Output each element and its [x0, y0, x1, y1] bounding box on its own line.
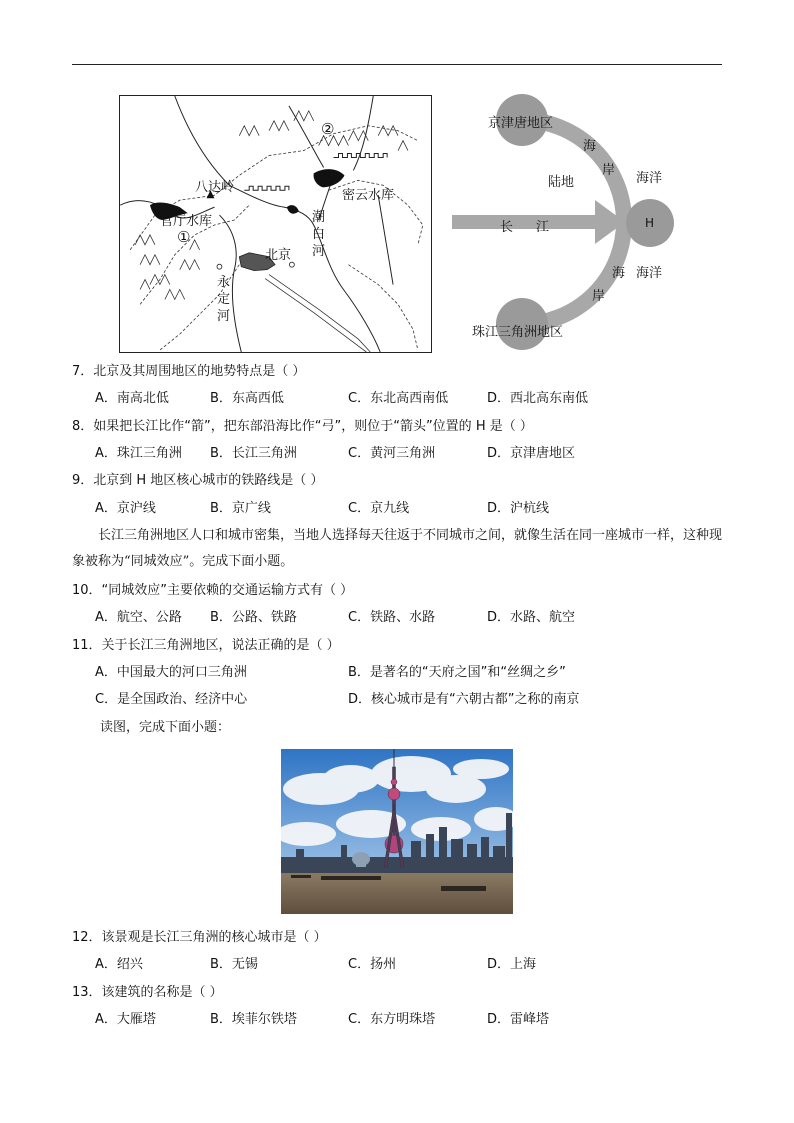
label-yongding-river-3: 河: [217, 309, 231, 324]
question-8: 8．如果把长江比作“箭”，把东部沿海比作“弓”，则位于“箭头”位置的 H 是（ ）: [72, 419, 533, 434]
label-land: 陆地: [548, 175, 575, 190]
q8-option-d[interactable]: D．京津唐地区: [487, 446, 576, 461]
label-coast-bottom-2: 岸: [592, 289, 606, 304]
passage-text: 长江三角洲地区人口和城市密集，当地人选择每天往返于不同城市之间，就像生活在同一座城市一样，这种现象被称为“同城效应”。完成下面小题。: [72, 528, 723, 569]
q13-option-a[interactable]: A．大雁塔: [95, 1012, 156, 1027]
q11-option-c[interactable]: C．是全国政治、经济中心: [95, 692, 248, 707]
question-10: 10．“同城效应”主要依赖的交通运输方式有（ ）: [72, 583, 354, 598]
q7-option-b[interactable]: B．东高西低: [210, 391, 284, 406]
label-chaobai-river-3: 河: [312, 244, 326, 259]
label-yongding-river-2: 定: [217, 292, 231, 307]
label-coast-top-2: 岸: [602, 163, 616, 178]
q13-option-b[interactable]: B．埃菲尔铁塔: [210, 1012, 297, 1027]
q13-option-c[interactable]: C．东方明珠塔: [348, 1012, 436, 1027]
q11-option-a[interactable]: A．中国最大的河口三角洲: [95, 665, 247, 680]
header-rule: [72, 64, 722, 65]
label-chaobai-river-2: 白: [312, 227, 326, 242]
shanghai-skyline-photo: [281, 749, 513, 914]
q10-option-c[interactable]: C．铁路、水路: [348, 610, 436, 625]
q8-option-a[interactable]: A．珠江三角洲: [95, 446, 182, 461]
q12-option-c[interactable]: C．扬州: [348, 957, 397, 972]
q11-option-b[interactable]: B．是著名的“天府之国”和“丝绸之乡”: [348, 665, 566, 680]
label-ocean-bottom: 海洋: [636, 266, 663, 281]
label-guanting-reservoir: 官厅水库: [160, 214, 213, 229]
question-12: 12．该景观是长江三角洲的核心城市是（ ）: [72, 930, 327, 945]
arrow-bow-diagram: [440, 90, 700, 355]
label-yongding-river-1: 永: [217, 275, 231, 290]
q10-option-a[interactable]: A．航空、公路: [95, 610, 182, 625]
q13-option-d[interactable]: D．雷峰塔: [487, 1012, 550, 1027]
q10-option-b[interactable]: B．公路、铁路: [210, 610, 297, 625]
q12-option-b[interactable]: B．无锡: [210, 957, 258, 972]
q9-option-b[interactable]: B．京广线: [210, 501, 271, 516]
q9-option-a[interactable]: A．京沪线: [95, 501, 156, 516]
beijing-region-map: [119, 95, 432, 353]
question-7: 7．北京及其周围地区的地势特点是（ ）: [72, 364, 306, 379]
label-h: H: [645, 216, 655, 230]
label-jjt-region: 京津唐地区: [488, 116, 554, 131]
question-11: 11．关于长江三角洲地区，说法正确的是（ ）: [72, 638, 340, 653]
q8-option-c[interactable]: C．黄河三角洲: [348, 446, 436, 461]
q10-option-d[interactable]: D．水路、航空: [487, 610, 576, 625]
q12-option-a[interactable]: A．绍兴: [95, 957, 143, 972]
q12-option-d[interactable]: D．上海: [487, 957, 537, 972]
label-coast-top-1: 海: [583, 139, 597, 154]
q9-option-d[interactable]: D．沪杭线: [487, 501, 550, 516]
label-prd-region: 珠江三角洲地区: [472, 325, 564, 340]
label-river-2: 江: [536, 220, 550, 235]
diagram-figure: [440, 90, 700, 355]
q9-option-c[interactable]: C．京九线: [348, 501, 410, 516]
q8-option-b[interactable]: B．长江三角洲: [210, 446, 297, 461]
read-figure-note: 读图，完成下面小题：: [100, 720, 231, 735]
label-chaobai-river-1: 潮: [312, 210, 326, 225]
label-beijing: 北京: [265, 248, 292, 263]
label-miyun-reservoir: 密云水库: [342, 188, 395, 203]
label-coast-bottom-1: 海: [612, 266, 626, 281]
label-river-1: 长: [500, 220, 514, 235]
label-badaling: 八达岭: [195, 180, 235, 195]
question-13: 13．该建筑的名称是（ ）: [72, 985, 223, 1000]
label-marker-2: ②: [321, 120, 335, 138]
q11-option-d[interactable]: D．核心城市是有“六朝古都”之称的南京: [348, 692, 580, 707]
q7-option-c[interactable]: C．东北高西南低: [348, 391, 449, 406]
q7-option-d[interactable]: D．西北高东南低: [487, 391, 589, 406]
label-ocean-top: 海洋: [636, 171, 663, 186]
label-marker-1: ①: [177, 228, 191, 246]
q7-option-a[interactable]: A．南高北低: [95, 391, 169, 406]
question-9: 9．北京到 H 地区核心城市的铁路线是（ ）: [72, 473, 324, 488]
